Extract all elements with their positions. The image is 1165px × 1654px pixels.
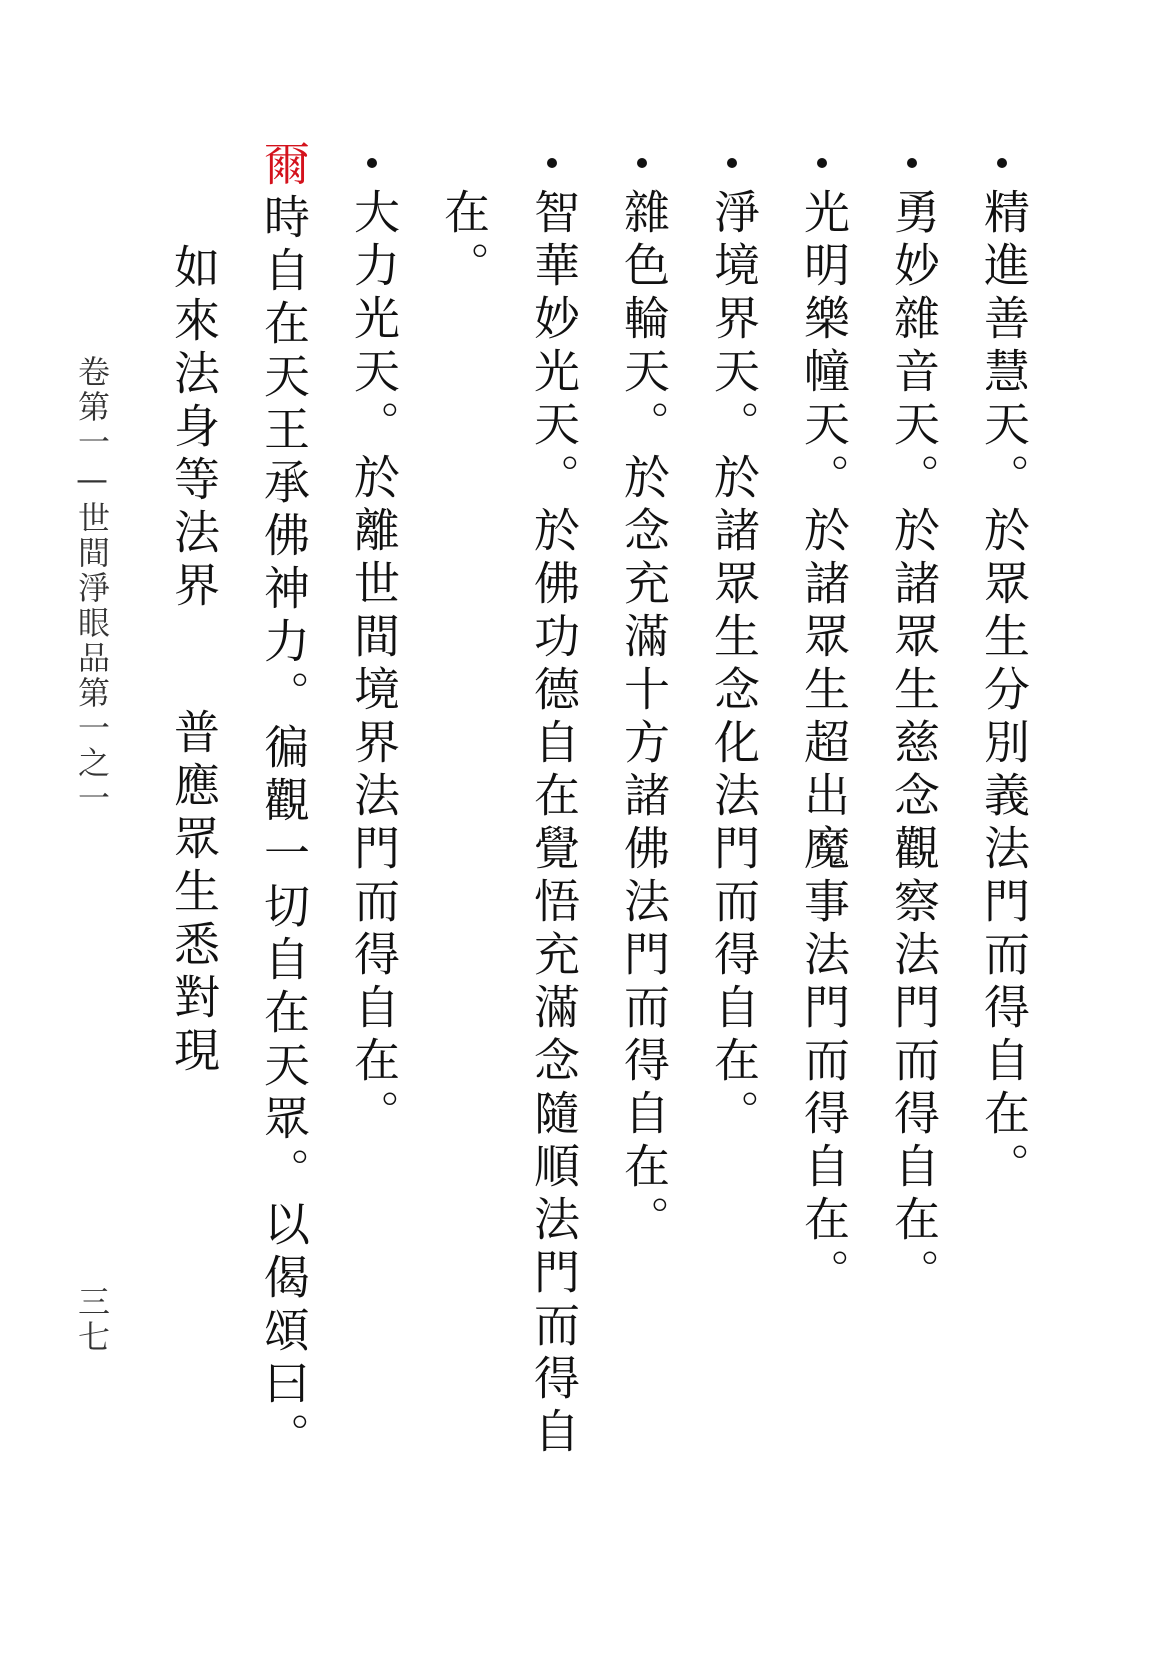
verse-column-2: 勇妙雜音天。於諸眾生慈念觀察法門而得自在。 bbox=[887, 188, 941, 1301]
verse-column-3: 光明樂幢天。於諸眾生超出魔事法門而得自在。 bbox=[797, 188, 851, 1301]
verse-bullet-3 bbox=[817, 158, 827, 168]
page-number: 三七 bbox=[73, 1285, 111, 1355]
gatha-first-half: 如來法身等法界 bbox=[167, 243, 221, 614]
chapter-footer: 卷第一—世間淨眼品第一之一 bbox=[73, 355, 111, 816]
verse-bullet-6 bbox=[547, 158, 557, 168]
closing-initial: 爾 bbox=[257, 140, 311, 193]
gatha-second-half: 普應眾生悉對現 bbox=[167, 708, 221, 1079]
verse-column-5: 雜色輪天。於念充滿十方諸佛法門而得自在。 bbox=[617, 188, 671, 1248]
verse-bullet-4 bbox=[727, 158, 737, 168]
verse-bullet-8 bbox=[367, 158, 377, 168]
verse-bullet-5 bbox=[637, 158, 647, 168]
verse-column-7: 在。 bbox=[437, 188, 491, 294]
verse-column-4: 淨境界天。於諸眾生念化法門而得自在。 bbox=[707, 188, 761, 1142]
verse-bullet-1 bbox=[997, 158, 1007, 168]
closing-column: 時自在天王承佛神力。徧觀一切自在天眾。以偈頌曰。 bbox=[257, 193, 311, 1465]
verse-bullet-2 bbox=[907, 158, 917, 168]
verse-column-1: 精進善慧天。於眾生分別義法門而得自在。 bbox=[977, 188, 1031, 1195]
verse-column-8: 大力光天。於離世間境界法門而得自在。 bbox=[347, 188, 401, 1142]
verse-column-6: 智華妙光天。於佛功德自在覺悟充滿念隨順法門而得自 bbox=[527, 188, 581, 1460]
